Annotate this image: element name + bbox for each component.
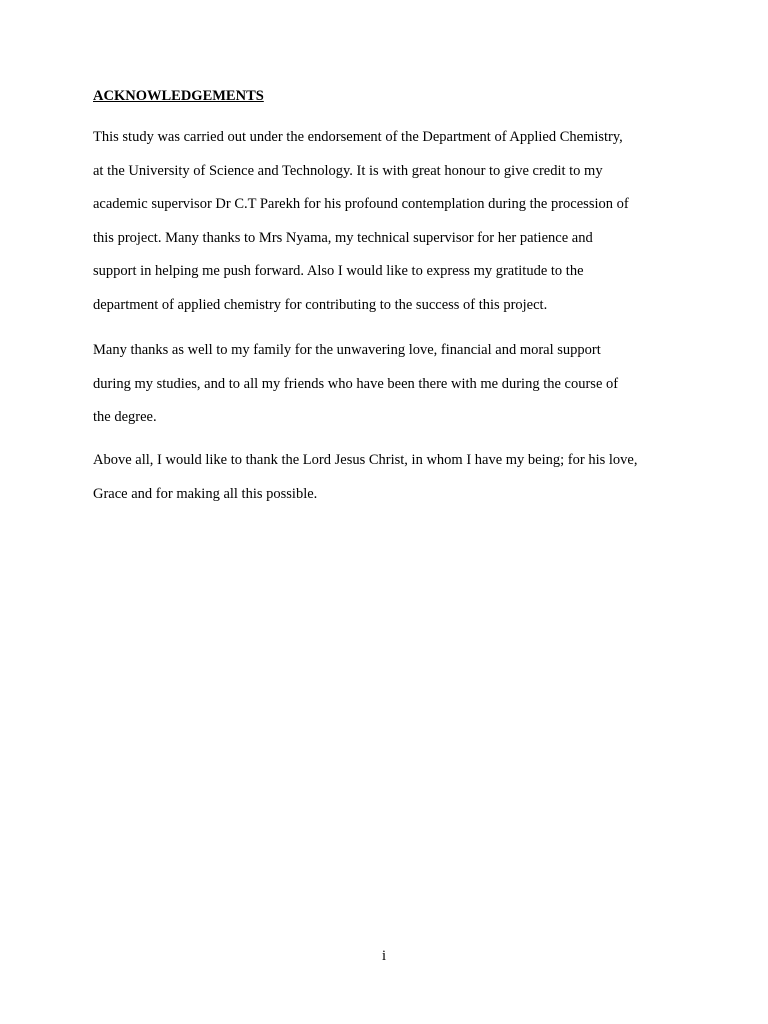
paragraph-line: academic supervisor Dr C.T Parekh for his profound contemplation during the procession of bbox=[93, 196, 629, 212]
paragraph-family-thanks bbox=[93, 334, 693, 435]
paragraph-line: at the University of Science and Technology. It is with great honour to give credit to my bbox=[93, 162, 603, 179]
paragraph-line: Grace and for making all this possible. bbox=[93, 485, 318, 502]
paragraph-line: Many thanks as well to my family for the unwavering love, financial and moral support bbox=[93, 342, 601, 358]
paragraph-line: Above all, I would like to thank the Lord Jesus Christ, in whom I have my being; for his love, bbox=[93, 452, 638, 468]
paragraph-line: department of applied chemistry for contributing to the success of this project. bbox=[93, 296, 548, 313]
paragraph-line: this project. Many thanks to Mrs Nyama, my technical supervisor for her patience and bbox=[93, 229, 593, 246]
page-title: ACKNOWLEDGEMENTS bbox=[93, 88, 264, 104]
paragraph-faith-thanks bbox=[93, 444, 693, 511]
paragraph-line: during my studies, and to all my friends who have been there with me during the course of bbox=[93, 375, 619, 392]
paragraph-line: the degree. bbox=[93, 409, 157, 425]
paragraph-line: This study was carried out under the endorsement of the Department of Applied Chemistry, bbox=[93, 129, 623, 145]
paragraph-institution-thanks bbox=[93, 121, 693, 322]
page-number: i bbox=[381, 948, 387, 964]
paragraph-line: support in helping me push forward. Also I would like to express my gratitude to the bbox=[93, 263, 584, 279]
